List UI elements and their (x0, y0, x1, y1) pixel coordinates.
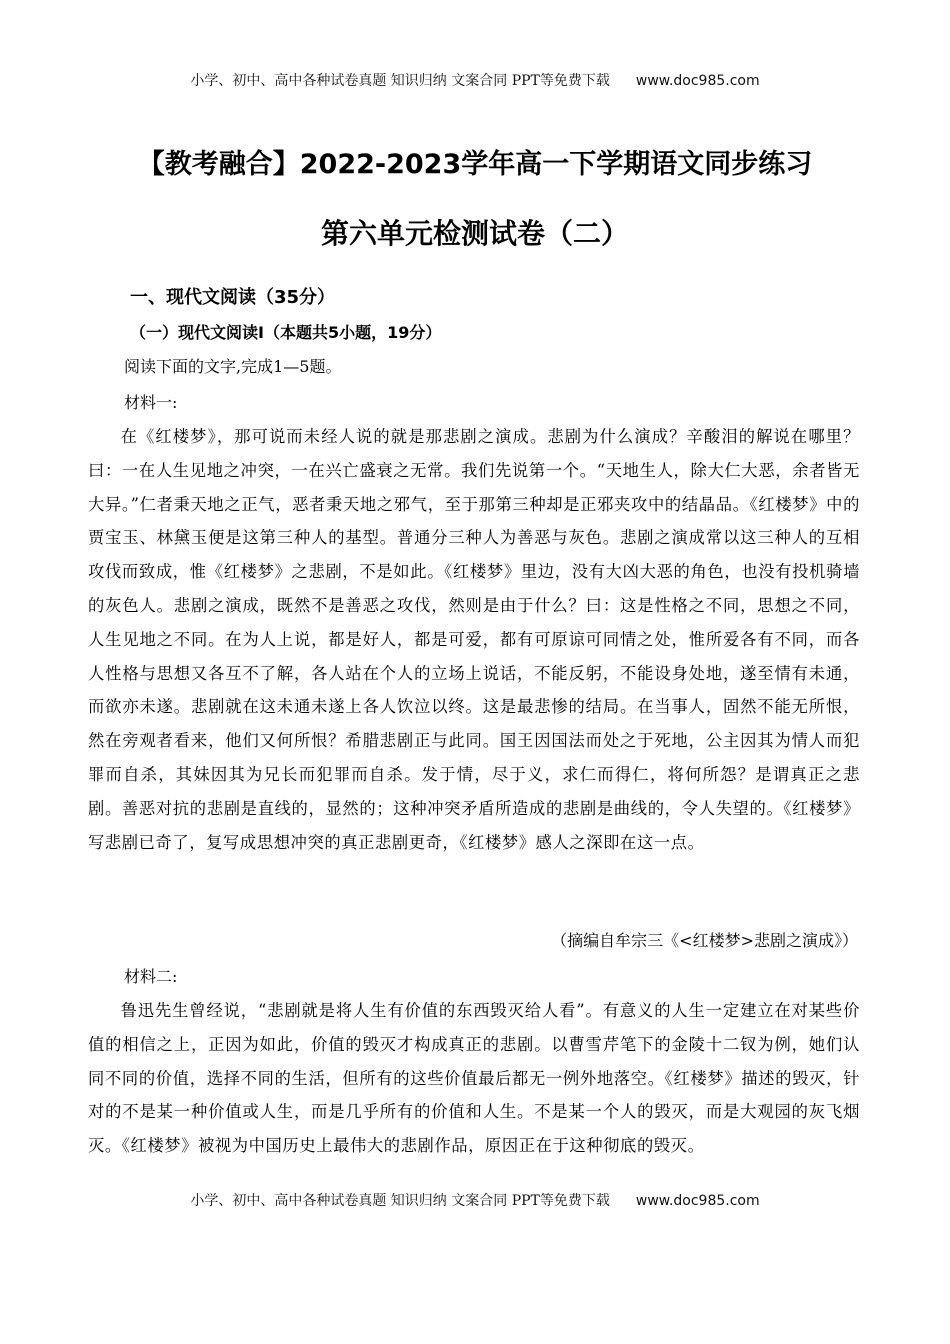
footer-text: 小学、初中、高中各种试卷真题 知识归纳 文案合同 PPT等免费下载 (190, 1193, 610, 1209)
material1-paragraph: 在《红楼梦》，那可说而未经人说的就是那悲剧之演成。悲剧为什么演成？辛酸泪的解说在哪里？曰：一在人生见地之冲突，一在兴亡盛衰之无常。我们先说第一个。“天地生人，除大仁大恶，余者皆无大异。”仁者秉天地之正气，恶者秉天地之邪气，至于那第三种却是正邪夹攻中的结晶品。《红楼梦》中的贾宝玉、林黛玉便是这第三种人的基型。普通分三种人为善恶与灰色。悲剧之演成常以这三种人的互相攻伐而致成，惟《红楼梦》之悲剧，不是如此。《红楼梦》里边，没有大凶大恶的角色，也没有投机骑墙的灰色人。悲剧之演成，既然不是善恶之攻伐，然则是由于什么？曰：这是性格之不同，思想之不同，人生见地之不同。在为人上说，都是好人，都是可爱，都有可原谅可同情之处，惟所爱各有不同，而各人性格与思想又各互不了解，各人站在个人的立场上说话，不能反躬，不能设身处地，遂至情有未通，而欲亦未遂。悲剧就在这未通未遂上各人饮泣以终。这是最悲惨的结局。在当事人，固然不能无所恨，然在旁观者看来，他们又何所恨？希腊悲剧正与此同。国王因国法而处之于死地，公主因其为情人而犯罪而自杀，其妹因其为兄长而犯罪而自杀。发于情，尽于义，求仁而得仁，将何所怨？是谓真正之悲剧。善恶对抗的悲剧是直线的，显然的；这种冲突矛盾所造成的悲剧是曲线的，令人失望的。《红楼梦》写悲剧已奇了，复写成思想冲突的真正悲剧更奇，《红楼梦》感人之深即在这一点。 (88, 427, 860, 852)
page-footer (0, 1190, 950, 1210)
subsection-heading: （一）现代文阅读Ⅰ（本题共5小题，19分） (130, 323, 442, 342)
material2-paragraph: 鲁迅先生曾经说，“悲剧就是将人生有价值的东西毁灭给人看”。有意义的人生一定建立在对某些价值的相信之上，正因为如此，价值的毁灭才构成真正的悲剧。以曹雪芹笔下的金陵十二钗为例，她们认同不同的价值，选择不同的生活，但所有的这些价值最后都无一例外地落空。《红楼梦》描述的毁灭，针对的不是某一种价值或人生，而是几乎所有的价值和人生。不是某一个人的毁灭，而是大观园的灰飞烟灭。《红楼梦》被视为中国历史上最伟大的悲剧作品，原因正在于这种彻底的毁灭。 (88, 1001, 860, 1156)
footer-site-link[interactable]: www.doc985.com (635, 1193, 760, 1209)
page-header (0, 70, 950, 90)
header-text: 小学、初中、高中各种试卷真题 知识归纳 文案合同 PPT等免费下载 (190, 73, 610, 89)
document-title: 【教考融合】2022-2023学年高一下学期语文同步练习 (137, 149, 813, 180)
document-subtitle: 第六单元检测试卷（二） (320, 217, 629, 250)
instruction-text: 阅读下面的文字,完成1—5题。 (124, 357, 342, 376)
header-site-link[interactable]: www.doc985.com (635, 73, 760, 89)
material2-label: 材料二: (124, 967, 178, 986)
section-heading: 一、现代文阅读（35分） (130, 287, 336, 308)
material1-source: （摘编自牟宗三《<红楼梦>悲剧之演成》） (551, 931, 858, 950)
material1-label: 材料一: (124, 393, 178, 412)
